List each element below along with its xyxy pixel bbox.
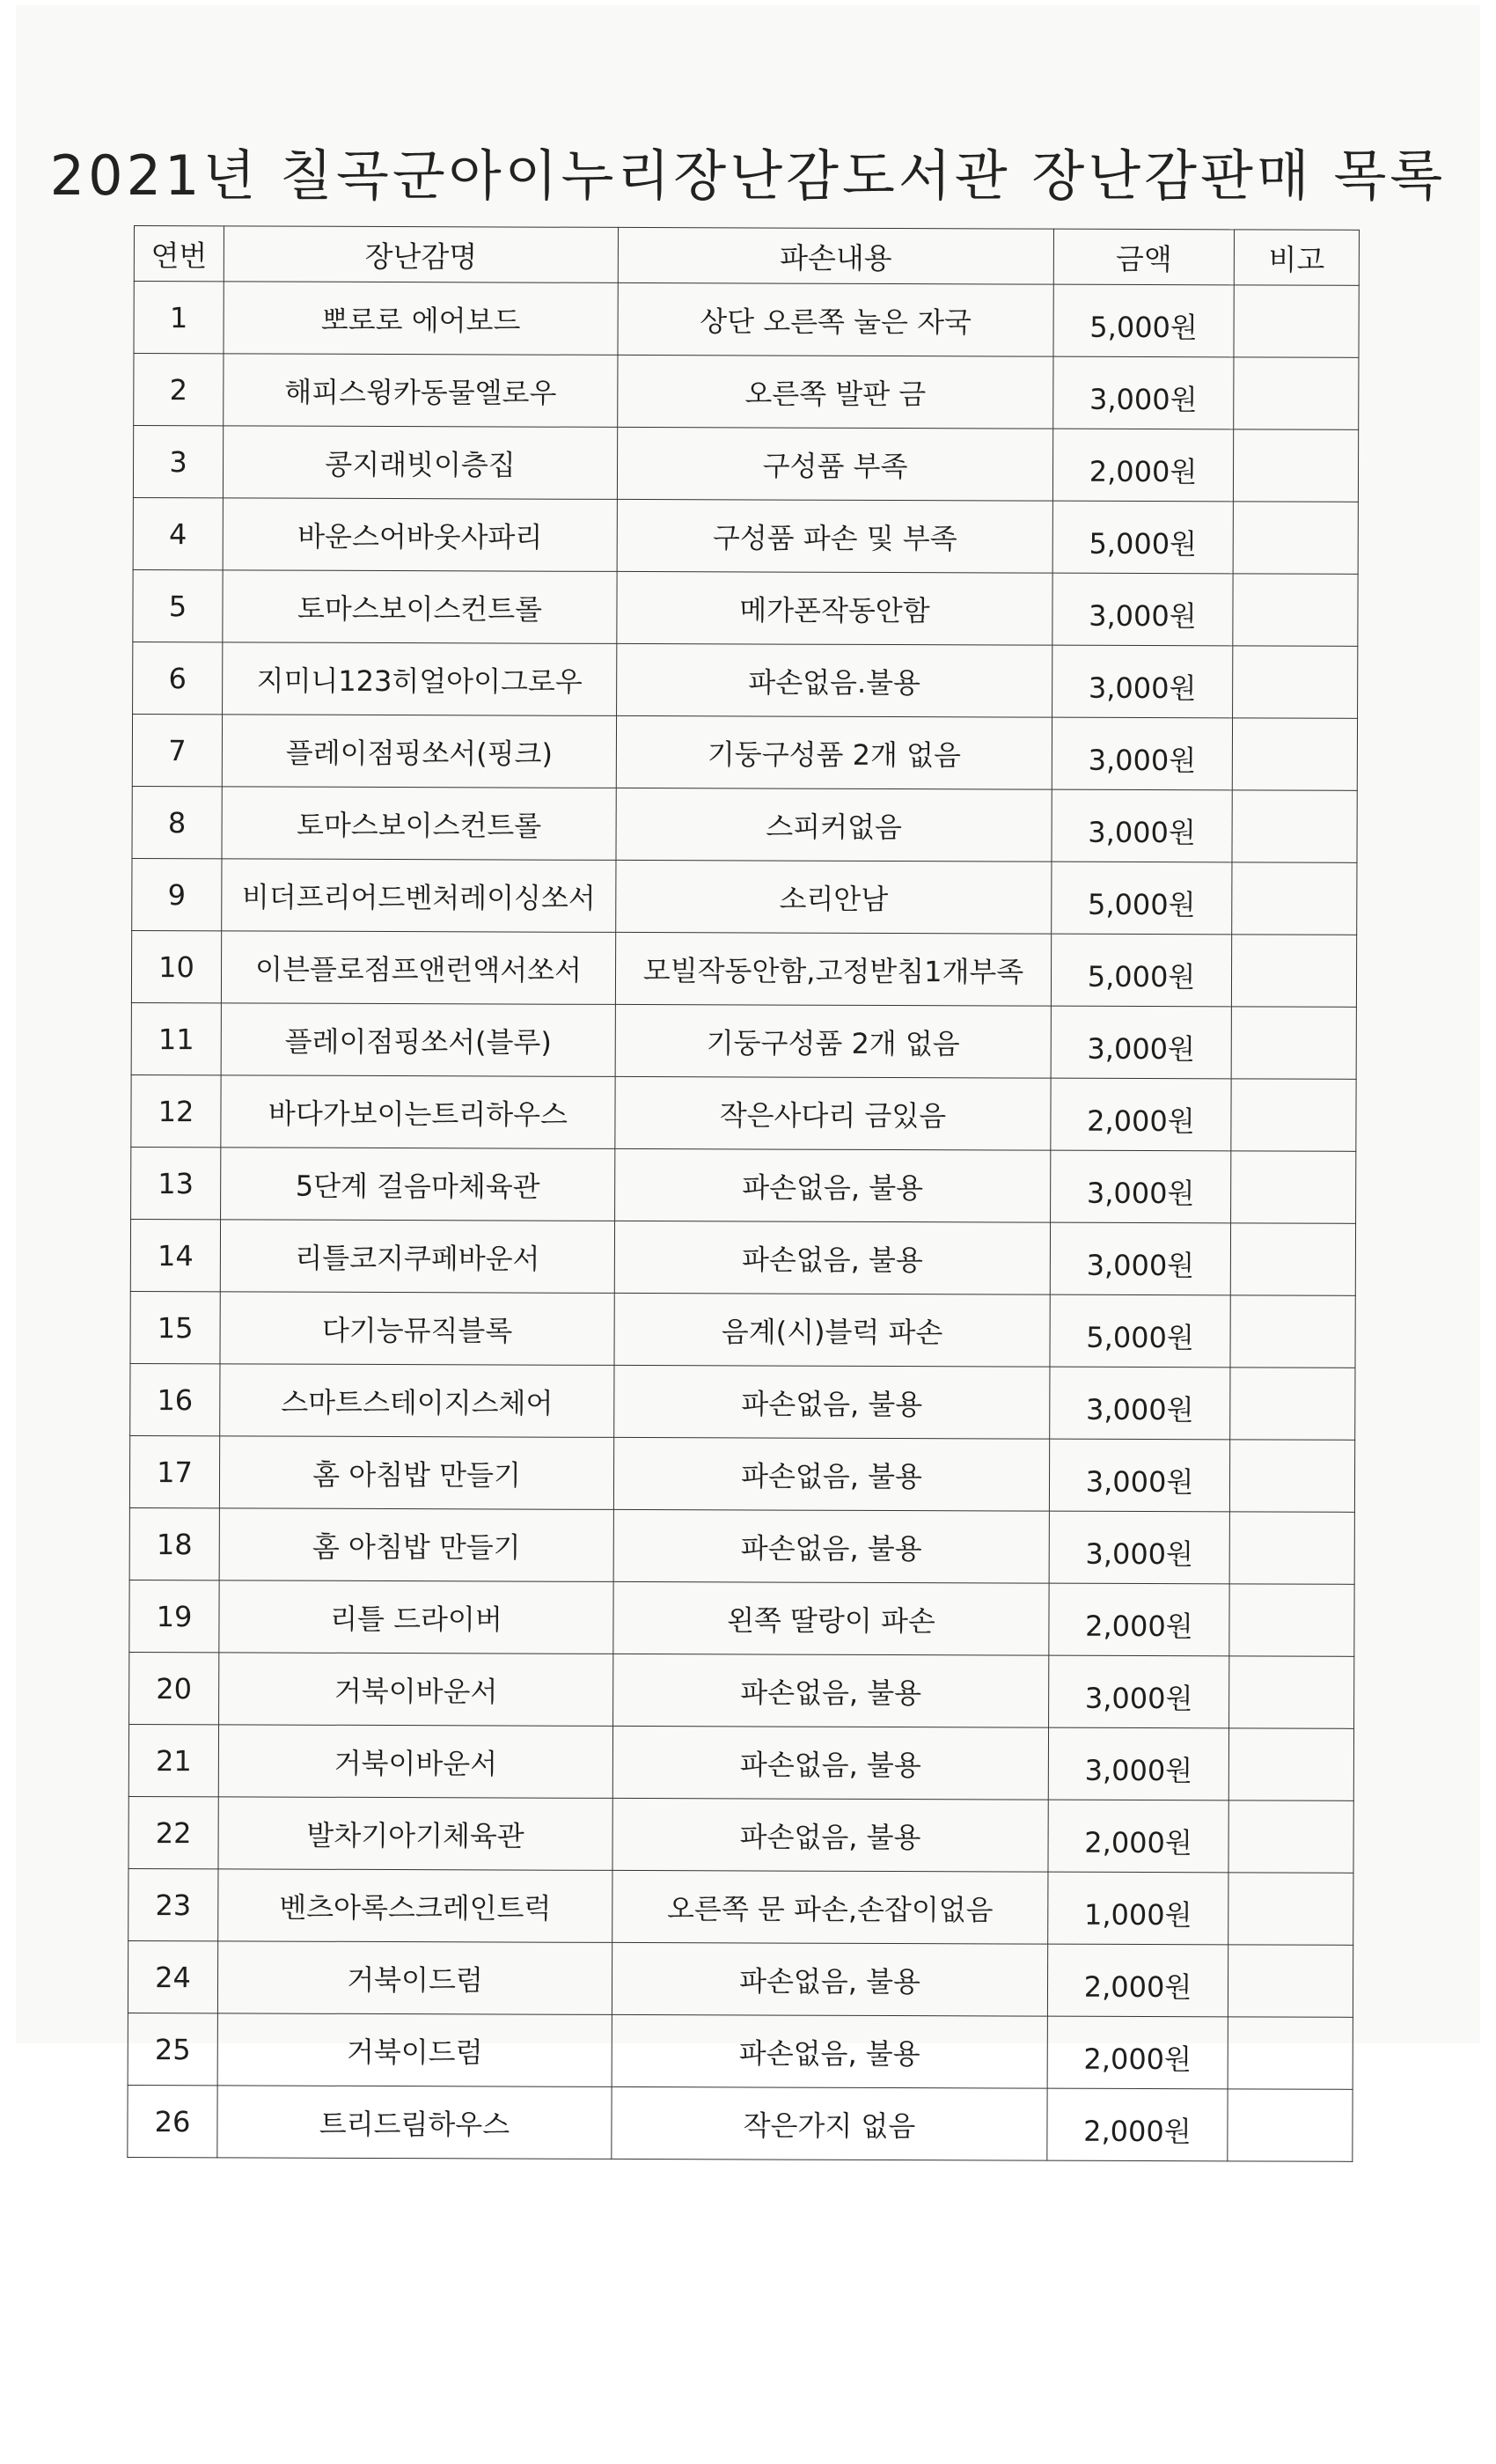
damage-description-cell: 작은가지 없음: [612, 2086, 1047, 2160]
damage-description-cell: 기둥구성품 2개 없음: [616, 715, 1052, 789]
row-number-cell: 16: [130, 1363, 220, 1435]
amount-cell: 2,000원: [1047, 2088, 1228, 2161]
note-cell: [1228, 1800, 1353, 1873]
table-row: [130, 1363, 1355, 1440]
table-row: [132, 714, 1357, 790]
note-cell: [1230, 1223, 1355, 1295]
column-header-no: 연번: [134, 226, 224, 282]
note-cell: [1231, 935, 1356, 1007]
amount-cell: 5,000원: [1050, 1294, 1230, 1368]
amount-cell: 3,000원: [1052, 789, 1232, 862]
table-row: [131, 1002, 1356, 1079]
toy-name-cell: 거북이드럼: [217, 1941, 612, 2015]
amount-cell: 3,000원: [1049, 1655, 1229, 1728]
amount-cell: 3,000원: [1048, 1727, 1228, 1800]
amount-cell: 3,000원: [1052, 645, 1233, 718]
amount-cell: 3,000원: [1053, 356, 1234, 429]
note-cell: [1230, 1295, 1355, 1368]
amount-cell: 5,000원: [1053, 284, 1234, 357]
toy-name-cell: 토마스보이스컨트롤: [222, 787, 616, 861]
toy-name-cell: 스마트스테이지스체어: [220, 1364, 614, 1438]
row-number-cell: 23: [128, 1868, 218, 1940]
amount-cell: 3,000원: [1049, 1511, 1229, 1584]
toy-name-cell: 리틀코지쿠페바운서: [220, 1220, 614, 1294]
amount-cell: 3,000원: [1049, 1439, 1229, 1512]
table-row: [133, 426, 1358, 502]
toy-name-cell: 토마스보이스컨트롤: [223, 570, 617, 644]
damage-description-cell: 모빌작동안함,고정받침1개부족: [615, 932, 1051, 1006]
toy-name-cell: 플레이점핑쏘서(블루): [221, 1003, 615, 1077]
toy-name-cell: 거북이바운서: [219, 1653, 613, 1727]
note-cell: [1228, 1945, 1353, 2017]
note-cell: [1233, 574, 1358, 646]
toy-name-cell: 다기능뮤직블록: [220, 1292, 614, 1366]
row-number-cell: 15: [130, 1291, 220, 1363]
note-cell: [1228, 1728, 1353, 1800]
row-number-cell: 6: [133, 642, 223, 714]
table-row: [128, 2013, 1353, 2089]
amount-cell: 2,000원: [1049, 1583, 1229, 1656]
table-row: [128, 1868, 1353, 1945]
amount-cell: 2,000원: [1052, 429, 1233, 502]
table-row: [132, 786, 1357, 862]
row-number-cell: 4: [133, 497, 223, 569]
table-row: [128, 1940, 1353, 2017]
amount-cell: 3,000원: [1050, 1367, 1230, 1440]
table-row: [133, 569, 1358, 646]
note-cell: [1231, 1151, 1356, 1223]
toy-name-cell: 발차기아기체육관: [218, 1797, 612, 1871]
note-cell: [1229, 1584, 1354, 1656]
amount-cell: 3,000원: [1051, 1006, 1231, 1079]
damage-description-cell: 파손없음, 불용: [615, 1148, 1051, 1222]
table-row: [128, 1796, 1353, 1873]
note-cell: [1233, 646, 1358, 718]
damage-description-cell: 파손없음, 불용: [614, 1221, 1050, 1294]
row-number-cell: 12: [131, 1074, 221, 1147]
toy-name-cell: 홈 아침밥 만들기: [219, 1508, 613, 1582]
table-row: [129, 1580, 1354, 1656]
amount-cell: 3,000원: [1050, 1222, 1230, 1295]
damage-description-cell: 음계(시)블럭 파손: [614, 1293, 1050, 1367]
row-number-cell: 21: [128, 1724, 218, 1796]
note-cell: [1233, 502, 1358, 574]
row-number-cell: 11: [131, 1002, 221, 1074]
row-number-cell: 13: [131, 1147, 221, 1219]
amount-cell: 5,000원: [1052, 501, 1233, 574]
damage-description-cell: 파손없음.불용: [617, 643, 1052, 717]
row-number-cell: 20: [129, 1652, 219, 1724]
amount-cell: 3,000원: [1051, 1150, 1231, 1223]
row-number-cell: 10: [131, 930, 221, 1002]
toy-sale-table: [127, 225, 1360, 2162]
damage-description-cell: 구성품 부족: [617, 427, 1052, 501]
amount-cell: 5,000원: [1052, 862, 1232, 935]
row-number-cell: 1: [134, 282, 224, 354]
row-number-cell: 18: [129, 1507, 219, 1580]
amount-cell: 3,000원: [1052, 573, 1233, 646]
table-body: [128, 282, 1359, 2162]
table-row: [134, 354, 1359, 430]
toy-name-cell: 리틀 드라이버: [219, 1580, 613, 1654]
table-row: [128, 1724, 1353, 1800]
damage-description-cell: 왼쪽 딸랑이 파손: [613, 1581, 1049, 1655]
row-number-cell: 19: [129, 1580, 219, 1652]
table-row: [130, 1219, 1355, 1295]
table-row: [129, 1507, 1354, 1584]
damage-description-cell: 파손없음, 불용: [612, 2014, 1047, 2088]
page-title: 2021년 칠곡군아이누리장난감도서관 장난감판매 목록: [49, 143, 1447, 208]
amount-cell: 2,000원: [1047, 1944, 1228, 2017]
toy-name-cell: 해피스윙카동물엘로우: [224, 354, 618, 428]
damage-description-cell: 파손없음, 불용: [613, 1509, 1049, 1583]
row-number-cell: 17: [129, 1435, 219, 1507]
note-cell: [1234, 285, 1359, 357]
damage-description-cell: 기둥구성품 2개 없음: [615, 1004, 1051, 1078]
toy-name-cell: 벤츠아록스크레인트럭: [218, 1869, 612, 1943]
column-header-note: 비고: [1234, 230, 1359, 285]
table-row: [131, 1147, 1356, 1223]
row-number-cell: 5: [133, 569, 223, 642]
note-cell: [1233, 429, 1358, 502]
row-number-cell: 14: [130, 1219, 220, 1291]
toy-name-cell: 거북이바운서: [218, 1725, 612, 1799]
column-header-damage: 파손내용: [618, 227, 1053, 284]
note-cell: [1230, 1368, 1355, 1440]
note-cell: [1232, 862, 1357, 935]
damage-description-cell: 오른쪽 발판 금: [618, 355, 1053, 429]
toy-name-cell: 뽀로로 에어보드: [224, 282, 618, 356]
row-number-cell: 2: [134, 354, 224, 426]
toy-name-cell: 콩지래빗이층집: [223, 426, 617, 500]
toy-name-cell: 거북이드럼: [217, 2013, 612, 2087]
toy-name-cell: 5단계 걸음마체육관: [221, 1148, 615, 1221]
note-cell: [1228, 2017, 1353, 2089]
damage-description-cell: 파손없음, 불용: [614, 1365, 1050, 1439]
note-cell: [1232, 718, 1357, 790]
table-row: [131, 1074, 1356, 1151]
note-cell: [1231, 1007, 1356, 1079]
column-header-name: 장난감명: [224, 226, 618, 283]
table-header-row: [134, 226, 1359, 286]
table-row: [129, 1652, 1354, 1728]
note-cell: [1228, 2089, 1353, 2161]
row-number-cell: 8: [132, 786, 222, 858]
toy-name-cell: 이븐플로점프앤런액서쏘서: [221, 931, 615, 1005]
toy-name-cell: 홈 아침밥 만들기: [219, 1436, 613, 1510]
row-number-cell: 7: [132, 714, 222, 786]
toy-name-cell: 바운스어바웃사파리: [223, 498, 617, 572]
column-header-amount: 금액: [1053, 229, 1234, 285]
damage-description-cell: 파손없음, 불용: [613, 1654, 1049, 1727]
note-cell: [1228, 1873, 1353, 1945]
note-cell: [1232, 790, 1357, 862]
table-row: [134, 282, 1359, 358]
damage-description-cell: 소리안남: [616, 860, 1052, 934]
row-number-cell: 3: [133, 426, 223, 498]
damage-description-cell: 파손없음, 불용: [612, 1942, 1047, 2016]
damage-description-cell: 구성품 파손 및 부족: [617, 499, 1052, 573]
row-number-cell: 24: [128, 1940, 217, 2013]
damage-description-cell: 파손없음, 불용: [612, 1798, 1048, 1872]
note-cell: [1229, 1512, 1354, 1584]
note-cell: [1229, 1440, 1354, 1512]
row-number-cell: 25: [128, 2013, 217, 2085]
damage-description-cell: 오른쪽 문 파손,손잡이없음: [612, 1870, 1048, 1944]
table-row: [130, 1291, 1355, 1368]
damage-description-cell: 상단 오른쪽 눌은 자국: [618, 282, 1053, 356]
note-cell: [1229, 1656, 1354, 1728]
table-row: [129, 1435, 1354, 1512]
row-number-cell: 9: [132, 858, 222, 930]
damage-description-cell: 파손없음, 불용: [612, 1726, 1048, 1800]
row-number-cell: 22: [128, 1796, 218, 1868]
toy-name-cell: 플레이점핑쏘서(핑크): [222, 715, 616, 788]
table-row: [131, 930, 1356, 1007]
amount-cell: 3,000원: [1052, 717, 1232, 790]
note-cell: [1231, 1079, 1356, 1151]
table-row: [128, 2085, 1353, 2161]
table-row: [133, 497, 1358, 574]
amount-cell: 2,000원: [1047, 2016, 1228, 2089]
toy-name-cell: 바다가보이는트리하우스: [221, 1075, 615, 1149]
amount-cell: 5,000원: [1051, 934, 1231, 1007]
amount-cell: 2,000원: [1048, 1800, 1228, 1873]
damage-description-cell: 파손없음, 불용: [613, 1437, 1049, 1511]
table-row: [132, 858, 1357, 935]
amount-cell: 2,000원: [1051, 1078, 1231, 1151]
amount-cell: 1,000원: [1048, 1872, 1228, 1945]
damage-description-cell: 스피커없음: [616, 788, 1052, 862]
damage-description-cell: 작은사다리 금있음: [615, 1076, 1051, 1150]
note-cell: [1234, 357, 1359, 429]
toy-name-cell: 트리드림하우스: [217, 2086, 612, 2160]
row-number-cell: 26: [128, 2085, 217, 2157]
table-row: [133, 642, 1358, 718]
toy-name-cell: 지미니123히얼아이그로우: [223, 642, 617, 716]
toy-name-cell: 비더프리어드벤처레이싱쏘서: [222, 859, 616, 933]
damage-description-cell: 메가폰작동안함: [617, 571, 1052, 645]
